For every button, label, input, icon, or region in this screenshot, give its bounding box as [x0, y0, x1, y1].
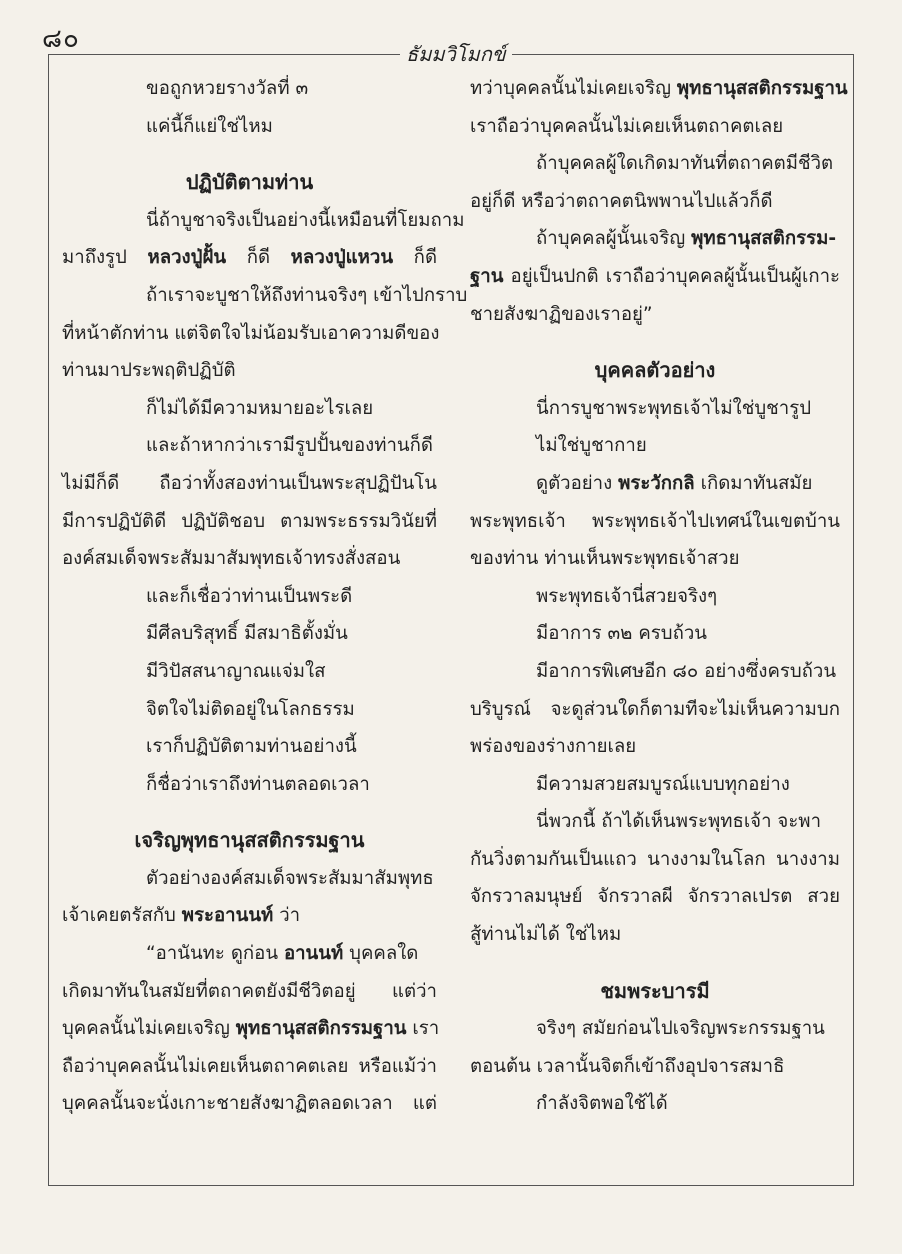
text-line: และก็เชื่อว่าท่านเป็นพระดี [146, 585, 353, 607]
text-line: ถ้าเราจะบูชาให้ถึงท่านจริงๆ เข้าไปกราบ [146, 284, 468, 306]
text-line: มีอาการพิเศษอีก ๘๐ อย่างซึ่งครบถ้วน [536, 660, 837, 682]
section-heading: เจริญพุทธานุสสติกรรมฐาน [134, 828, 365, 853]
right-column [470, 70, 848, 1123]
text-line: ทว่าบุคคลนั้นไม่เคยเจริญ พุทธานุสสติกรรมฐาน [470, 78, 848, 99]
text-line: ตอนต้น เวลานั้นจิตก็เข้าถึงอุปจารสมาธิ [470, 1055, 785, 1077]
text-line: เจ้าเคยตรัสกับ พระอานนท์ ว่า [62, 905, 301, 927]
text-line: นี่พวกนี้ ถ้าได้เห็นพระพุทธเจ้า จะพา [536, 811, 822, 833]
text-line: ถ้าบุคคลผู้นั้นเจริญ พุทธานุสสติกรรม- [536, 228, 837, 250]
section-heading: ปฏิบัติตามท่าน [185, 170, 314, 195]
left-column [62, 70, 468, 1123]
text-line: ถ้าบุคคลผู้ใดเกิดมาทันที่ตถาคตมีชีวิต [536, 153, 834, 175]
text-line: มีความสวยสมบูรณ์แบบทุกอย่าง [536, 773, 790, 795]
text-line: เกิดมาทันในสมัยที่ตถาคตยังมีชีวิตอยู่ แต่ว่า [62, 980, 437, 1002]
text-line: ท่านมาประพฤติปฏิบัติ [62, 360, 236, 382]
text-line: ถือว่าบุคคลนั้นไม่เคยเห็นตถาคตเลย หรือแม้ว่า [62, 1055, 437, 1077]
text-line: ขอถูกหวยรางวัลที่ ๓ [146, 78, 309, 99]
text-line: มีศีลบริสุทธิ์ มีสมาธิตั้งมั่น [146, 623, 348, 645]
text-line: ฐาน อยู่เป็นปกติ เราถือว่าบุคคลผู้นั้นเป็นผู้เกาะ [470, 265, 840, 287]
text-line: พร่องของร่างกายเลย [470, 736, 637, 758]
text-line: บุคคลนั้นจะนั่งเกาะชายสังฆาฏิตลอดเวลา แต่ [62, 1093, 437, 1115]
running-header: ธัมมวิโมกข์ [400, 38, 512, 70]
text-line: นี่การบูชาพระพุทธเจ้าไม่ใช่บูชารูป [536, 397, 812, 419]
text-line: ไม่ใช่บูชากาย [536, 435, 647, 457]
text-line: แค่นี้ก็แย่ใช่ไหม [146, 115, 273, 137]
text-line: ก็ไม่ได้มีความหมายอะไรเลย [146, 397, 374, 419]
text-line: ที่หน้าตักท่าน แต่จิตใจไม่น้อมรับเอาความดีของ [62, 322, 440, 344]
text-line: องค์สมเด็จพระสัมมาสัมพุทธเจ้าทรงสั่งสอน [62, 548, 401, 570]
text-line: ไม่มีก็ดี ถือว่าทั้งสองท่านเป็นพระสุปฏิปันโน [62, 472, 437, 494]
text-line: บุคคลนั้นไม่เคยเจริญ พุทธานุสสติกรรมฐาน เรา [62, 1018, 440, 1040]
text-line: ตัวอย่างองค์สมเด็จพระสัมมาสัมพุทธ [146, 867, 434, 889]
text-line: พระพุทธเจ้านี่สวยจริงๆ [536, 585, 718, 607]
text-line: ชายสังฆาฏิของเราอยู่” [470, 303, 653, 325]
text-line: พระพุทธเจ้า พระพุทธเจ้าไปเทศน์ในเขตบ้าน [470, 510, 840, 532]
text-line: เราถือว่าบุคคลนั้นไม่เคยเห็นตถาคตเลย [470, 115, 784, 137]
text-line: อยู่ก็ดี หรือว่าตถาคตนิพพานไปแล้วก็ดี [470, 190, 773, 212]
text-line: มาถึงรูป หลวงปู่ฝั้น ก็ดี หลวงปู่แหวน ก็ดี [62, 247, 438, 269]
text-line: จิตใจไม่ติดอยู่ในโลกธรรม [146, 698, 355, 720]
text-line: มีการปฏิบัติดี ปฏิบัติชอบ ตามพระธรรมวินัยที่ [62, 510, 437, 532]
text-line: ก็ชื่อว่าเราถึงท่านตลอดเวลา [146, 773, 370, 795]
text-line: กำลังจิตพอใช้ได้ [536, 1093, 668, 1115]
section-heading: บุคคลตัวอย่าง [594, 358, 716, 383]
text-line: มีวิปัสสนาญาณแจ่มใส [146, 660, 326, 682]
text-line: “อานันทะ ดูก่อน อานนท์ บุคคลใด [146, 943, 419, 965]
text-line: นี่ถ้าบูชาจริงเป็นอย่างนี้เหมือนที่โยมถาม [146, 209, 465, 231]
text-line: เราก็ปฏิบัติตามท่านอย่างนี้ [146, 736, 357, 758]
text-line: จริงๆ สมัยก่อนไปเจริญพระกรรมฐาน [536, 1018, 825, 1040]
text-line: ของท่าน ท่านเห็นพระพุทธเจ้าสวย [470, 548, 740, 570]
text-line: สู้ท่านไม่ได้ ใช่ไหม [470, 924, 622, 946]
section-heading: ชมพระบารมี [600, 978, 710, 1003]
page-number: ๘๐ [42, 24, 80, 54]
text-line: บริบูรณ์ จะดูส่วนใดก็ตามทีจะไม่เห็นความบก [470, 698, 840, 720]
text-line: มีอาการ ๓๒ ครบถ้วน [536, 623, 707, 645]
text-line: และถ้าหากว่าเรามีรูปปั้นของท่านก็ดี [146, 435, 433, 457]
text-line: ดูตัวอย่าง พระวักกลิ เกิดมาทันสมัย [536, 472, 813, 494]
text-line: กันวิ่งตามกันเป็นแถว นางงามในโลก นางงาม [470, 848, 840, 870]
text-line: จักรวาลมนุษย์ จักรวาลผี จักรวาลเปรต สวย [470, 886, 840, 908]
